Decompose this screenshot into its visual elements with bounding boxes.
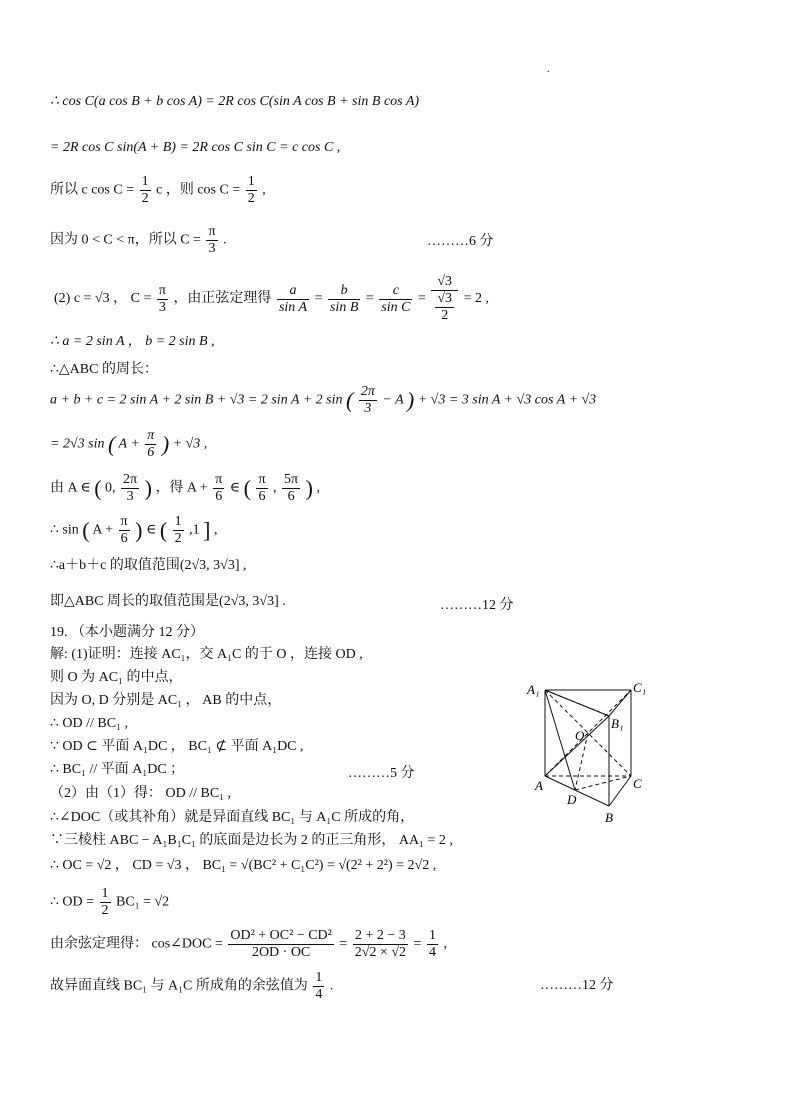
label-A1: A₁ [527,682,540,697]
equals: = [413,936,422,952]
q19-line-7: （2）由（1）得： OD // BC₁ , [50,786,232,801]
numerator: π [215,472,223,487]
paren: ( [346,387,354,413]
denominator: 4 [428,945,436,960]
denominator: 6 [287,489,295,504]
text: ∴ sin [50,522,79,538]
fraction-a-sinA [277,283,309,316]
q19-heading: 19. （本小题满分 12 分） [50,625,204,640]
edge-A-B [545,776,609,806]
q19-line-9: ∵三棱柱 ABC − A₁B₁C₁ 的底面是边长为 2 的正三角形， AA₁ = 2 , [50,833,453,848]
numerator: 2 + 2 − 3 [353,928,408,945]
denominator: 6 [258,489,266,504]
q19-line-4: ∴ OD // BC₁ , [50,716,128,731]
denominator: 6 [215,489,223,504]
fraction-b-sinB [328,283,360,316]
paren: ( [94,475,102,501]
q19-line-1: 解: (1)证明：连接 AC₁，交 A₁C 的于 O ，连接 OD , [50,647,363,662]
label-D: D [567,792,577,807]
text: , [273,480,277,496]
paren: ) [406,387,415,413]
text: ，得 A + [155,480,208,496]
numerator: c [379,283,412,300]
eq-line-5 [54,274,489,324]
text: , [443,936,447,952]
text: 因为 0 < C < π，所以 C = [50,232,201,248]
denominator: 4 [315,987,323,1002]
equals: = [365,291,374,307]
text: c ，则 cos C = [156,182,241,198]
denominator: 3 [126,489,134,504]
label-O: O [575,728,585,743]
paren: ) [144,475,152,501]
score-6: ………6 分 [427,234,494,249]
eq-line-13: 即△ABC 周长的取值范围是(2√3, 3√3] . [50,594,286,609]
q19-line-5: ∵ OD ⊂ 平面 A₁DC ， BC₁ ⊄ 平面 A₁DC , [50,739,304,754]
eq-line-7: ∴△ABC 的周长： [50,362,158,377]
text: = 2 , [463,291,489,307]
fraction-nested [431,274,458,324]
eq-line-11 [50,514,217,547]
denominator: sin A [278,299,308,315]
text: , [316,480,320,496]
text: ∈ [229,480,241,496]
fraction-half [140,174,151,207]
fraction-pi-6 [213,472,224,505]
denominator: 3 [208,241,216,256]
denominator: 3 [158,299,166,315]
denominator: 2√2 × √2 [354,945,407,960]
text: A + [92,522,114,538]
numerator: 2π [123,472,138,487]
denominator [431,291,458,324]
text: (2) c = √3 ， C = [54,291,152,307]
text: = 2√3 sin [50,436,105,452]
text: + √3 = 3 sin A + √3 cos A + √3 [417,392,597,408]
fraction-half [100,886,111,919]
text: ,1 [189,522,200,538]
paren: ) [305,475,313,501]
fraction-inner [435,291,454,324]
numerator: 1 [428,928,436,943]
numerator: π [147,428,155,443]
label-C: C [633,776,642,791]
text: A + [118,436,140,452]
equals: = [417,291,426,307]
eq-line-4 [50,224,227,257]
text: , [213,522,218,538]
denominator: 2 [441,308,449,323]
numerator: 1 [101,886,109,901]
eq-line-10 [50,472,320,505]
denominator: 6 [120,531,128,546]
denominator: 6 [147,445,155,460]
numerator: 2π [360,384,375,399]
q19-line-11 [50,886,169,919]
equals: = [314,291,323,307]
text: , [262,182,266,198]
q19-line-2: 则 O 为 AC₁ 的中点， [50,670,183,685]
numerator: a [277,283,309,300]
denominator: 2 [101,903,109,918]
denominator: sin B [329,299,359,315]
edge-B1-C1 [609,690,631,716]
text: + √3 , [172,436,208,452]
text: ∴ OD = [50,894,95,910]
q19-line-3: 因为 O, D 分别是 AC₁ ， AB 的中点， [50,693,282,708]
eq-line-6: ∴ a = 2 sin A ， b = 2 sin B , [50,334,215,349]
denominator: 2 [174,531,182,546]
numerator: 5π [284,472,299,487]
numerator: √3 [431,274,458,291]
q19-line-13 [50,970,333,1003]
equals: = [339,936,348,952]
fraction-c-sinC [379,283,412,316]
score-5: ………5 分 [348,766,415,781]
text: a + b + c = 2 sin A + 2 sin B + √3 = 2 sin A + 2 sin [50,392,343,408]
numerator: 1 [174,514,182,529]
label-C1: C₁ [633,680,647,695]
eq-line-12: ∴a＋b＋c 的取值范围(2√3, 3√3] , [50,558,247,573]
fraction-pi-6 [119,514,130,547]
q19-line-10: ∴ OC = √2 ， CD = √3 ， BC₁ = √(BC² + C₁C²) = √(2² + 2²) = 2√2 , [50,858,437,873]
text: ，由正弦定理得 [173,291,272,307]
label-A: A [535,778,543,793]
fraction-pi-3 [157,283,168,316]
text: . [223,232,227,248]
q19-line-12 [50,928,447,961]
fraction-pi-3 [206,224,217,257]
paren: ( [82,517,90,543]
q19-line-8: ∴∠DOC（或其补角）就是异面直线 BC₁ 与 A₁C 所成的角， [50,810,415,825]
denominator: 3 [364,401,372,416]
fraction-quarter [313,970,324,1003]
text: 所以 c cos C = [50,182,135,198]
numerator: OD² + OC² − CD² [230,928,332,943]
paren: ) [135,517,143,543]
paren: ( [107,431,116,457]
fraction-cos-values [353,928,408,961]
label-B1: B₁ [611,716,624,731]
numerator: b [328,283,360,300]
fraction-cos-formula [228,928,334,961]
text: 0, [105,480,116,496]
q19-line-6: ∴ BC₁ // 平面 A₁DC ； [50,762,185,777]
text: ∈ [145,522,157,538]
paren: ) [161,431,170,457]
numerator: π [258,472,266,487]
paren: ( [159,517,168,543]
eq-line-2: = 2R cos C sin(A + B) = 2R cos C sin C = c cos C , [50,140,341,155]
fraction-quarter [427,928,438,961]
fraction-half [246,174,257,207]
text: . [329,978,334,994]
eq-line-8 [50,384,596,417]
text: 故异面直线 BC₁ 与 A₁C 所成角的余弦值为 [50,978,308,994]
denominator: sin C [381,299,411,315]
text: − A [382,392,404,408]
numerator: √3 [437,291,453,306]
eq-line-3 [50,174,266,207]
line-B1-A [545,716,609,776]
fraction-2pi-3 [121,472,139,505]
score-12a: ………12 分 [440,598,514,613]
text: 由余弦定理得： cos∠DOC = [50,936,223,952]
text: BC₁ = √2 [116,894,170,910]
denominator: 2OD · OC [251,945,311,960]
eq-line-1: ∴ cos C(a cos B + b cos A) = 2R cos C(sin A cos B + sin B cos A) [50,94,420,109]
denominator: 2 [141,191,149,206]
fraction-5pi-6 [282,472,300,505]
fraction-2pi-3 [359,384,377,417]
numerator: π [158,282,166,298]
score-12b: ………12 分 [540,978,614,993]
text: 由 A ∈ [50,480,91,496]
fraction-half [173,514,184,547]
denominator: 2 [247,191,255,206]
numerator: 1 [247,174,255,189]
fraction-pi-6 [256,472,267,505]
numerator: π [208,224,216,239]
eq-line-9 [50,428,207,461]
fraction-pi-6 [145,428,156,461]
numerator: 1 [141,174,149,189]
label-B: B [605,810,613,825]
corner-dot: . [547,64,550,75]
numerator: π [120,514,128,529]
numerator: 1 [315,970,323,985]
prism-figure [525,676,655,826]
paren: ] [203,517,211,543]
paren: ( [243,475,251,501]
